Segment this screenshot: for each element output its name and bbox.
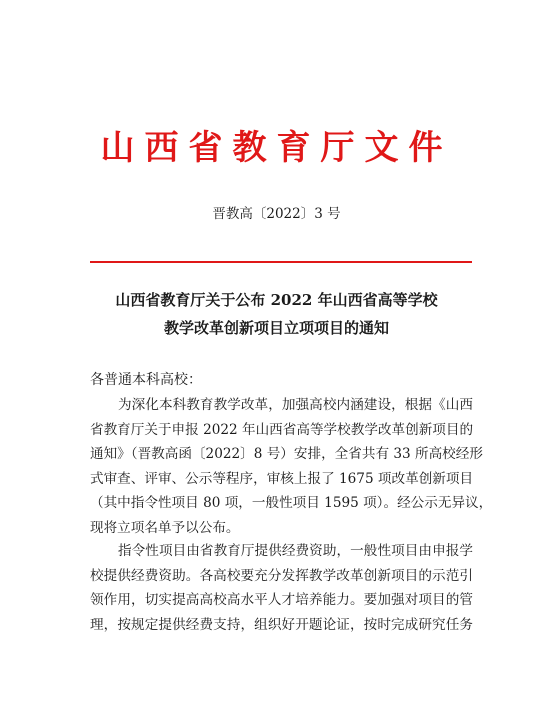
notice-title-line-1: 山西省教育厅关于公布 2022 年山西省高等学校 [115,291,438,309]
paragraph-line: 通知》（晋教高函〔2022〕8 号）安排，全省共有 33 所高校经形 [90,446,483,462]
paragraph-line: 校提供经费资助。各高校要充分发挥教学改革创新项目的示范引 [90,567,473,584]
paragraph-line: 省教育厅关于申报 2022 年山西省高等学校教学改革创新项目的 [90,421,474,438]
paragraph-line: 为深化本科教育教学改革，加强高校内涵建设，根据《山西 [118,397,473,413]
notice-title-line-2: 教学改革创新项目立项项目的通知 [163,319,389,337]
body-paragraph-2 [90,539,473,637]
paragraph-line: 指令性项目由省教育厅提供经费资助，一般性项目由申报学 [118,543,473,559]
paragraph-line: 式审查、评审、公示等程序，审核上报了 1675 项改革创新项目 [90,470,474,487]
body-paragraph-1 [90,393,493,540]
paragraph-line: （其中指令性项目 80 项，一般性项目 1595 项）。经公示无异议， [90,495,493,511]
paragraph-line: 理，按规定提供经费支持，组织好开题论证，按时完成研究任务 [90,616,473,633]
document-header-title: 山西省教育厅文件 [100,128,453,168]
red-divider-line [90,261,472,263]
paragraph-line: 现将立项名单予以公布。 [90,519,240,536]
paragraph-line: 领作用，切实提高高校高水平人才培养能力。要加强对项目的管 [90,592,473,608]
document-number: 晋教高〔2022〕3 号 [212,206,341,222]
salutation: 各普通本科高校： [90,372,202,388]
